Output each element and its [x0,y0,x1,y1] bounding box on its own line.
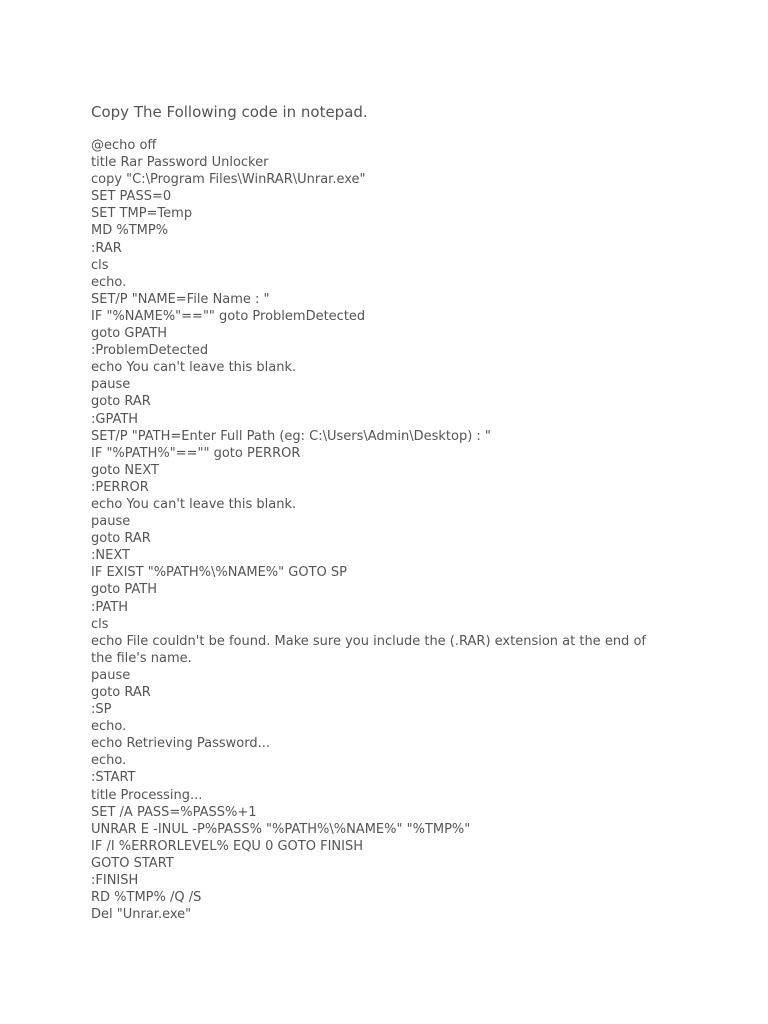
code-line: the file's name. [91,650,192,666]
code-line: goto NEXT [91,462,159,478]
code-line: SET PASS=0 [91,189,172,205]
code-line: pause [91,514,131,530]
code-line: title Rar Password Unlocker [91,155,269,171]
code-line: :GPATH [91,411,139,427]
code-line: GOTO START [91,855,174,871]
code-line: :ProblemDetected [91,343,209,359]
code-line: goto PATH [91,582,157,598]
code-line: cls [91,257,109,273]
code-line: echo. [91,719,127,735]
code-line: SET /A PASS=%PASS%+1 [91,804,257,820]
code-line: SET/P "NAME=File Name : " [91,291,270,307]
code-line: title Processing... [91,787,203,803]
code-line: echo Retrieving Password... [91,736,271,752]
code-line: :NEXT [91,548,130,564]
code-listing [91,137,691,923]
code-line: Del "Unrar.exe" [91,907,192,923]
code-line: UNRAR E -INUL -P%PASS% "%PATH%\%NAME%" "%TMP%" [91,821,471,837]
code-line: echo File couldn't be found. Make sure you include the (.RAR) extension at the end of [91,633,646,649]
code-line: echo. [91,753,127,769]
code-line: :SP [91,702,112,718]
code-line: MD %TMP% [91,223,169,239]
code-line: pause [91,377,131,393]
code-line: goto GPATH [91,326,168,342]
code-line: SET/P "PATH=Enter Full Path (eg: C:\Users\Admin\Desktop) : " [91,428,491,444]
code-line: cls [91,616,109,632]
code-line: :PERROR [91,479,149,495]
code-line: echo You can't leave this blank. [91,496,297,512]
code-line: :RAR [91,240,122,256]
code-line: copy "C:\Program Files\WinRAR\Unrar.exe" [91,172,366,188]
code-line: goto RAR [91,394,151,410]
code-line: IF EXIST "%PATH%\%NAME%" GOTO SP [91,565,347,581]
code-line: :PATH [91,599,128,615]
code-line: :FINISH [91,873,139,889]
code-line: IF /I %ERRORLEVEL% EQU 0 GOTO FINISH [91,838,363,854]
code-line: @echo off [91,138,157,153]
code-line: pause [91,667,131,683]
code-line: IF "%PATH%"=="" goto PERROR [91,445,301,461]
code-line: RD %TMP% /Q /S [91,890,202,906]
code-line: :START [91,770,136,786]
code-line: echo. [91,274,127,290]
code-line: IF "%NAME%"=="" goto ProblemDetected [91,308,366,324]
code-line: echo You can't leave this blank. [91,360,297,376]
code-line: SET TMP=Temp [91,206,193,222]
code-line: goto RAR [91,685,151,700]
document-heading: Copy The Following code in notepad. [91,103,368,121]
code-line: goto RAR [91,531,151,547]
